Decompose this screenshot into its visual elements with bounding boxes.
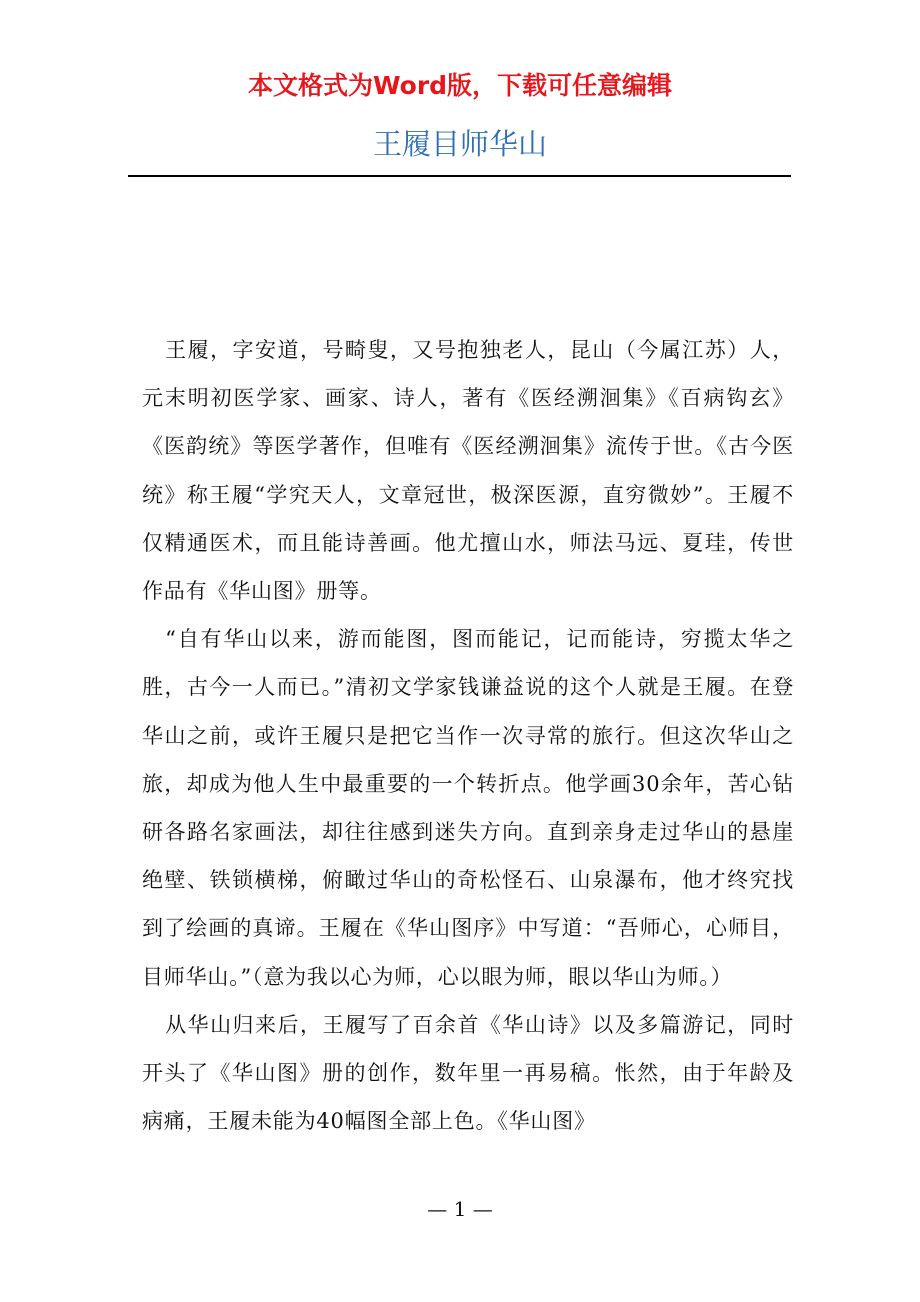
format-notice-banner: 本文格式为Word版，下载可任意编辑 — [247, 71, 673, 100]
document-title: 王履目师华山 — [372, 127, 547, 161]
paragraph-3: 从华山归来后，王履写了百余首《华山诗》以及多篇游记，同时开头了《华山图》册的创作，数年里一再易稿。怅然，由于年龄及病痛，王履未能为40幅图全部上色。《华山图》 — [142, 1012, 794, 1134]
page-number: — 1 — — [427, 1197, 493, 1221]
paragraph-1: 王履，字安道，号畸叟，又号抱独老人，昆山（今属江苏）人，元末明初医学家、画家、诗人，著有《医经溯洄集》《百病钩玄》《医韵统》等医学著作，但唯有《医经溯洄集》流传于世。《古今医统》称王履“学究天人，文章冠世，极深医源，直穷微妙”。王履不仅精通医术，而且能诗善画。他尤擅山水，师法马远、夏珪，传世作品有《华山图》册等。 — [142, 338, 794, 604]
paragraph-2: “自有华山以来，游而能图，图而能记，记而能诗，穷揽太华之胜，古今一人而已。”清初文学家钱谦益说的这个人就是王履。在登华山之前，或许王履只是把它当作一次寻常的旅行。但这次华山之旅，却成为他人生中最重要的一个转折点。他学画30余年，苦心钻研各路名家画法，却往往感到迷失方向。直到亲身走过华山的悬崖绝壁、铁锁横梯，俯瞰过华山的奇松怪石、山泉瀑布，他才终究找到了绘画的真谛。王履在《华山图序》中写道：“吾师心，心师目，目师华山。”（意为我以心为师，心以眼为师，眼以华山为师。） — [142, 627, 794, 989]
title-divider — [128, 175, 791, 177]
article-body — [142, 326, 794, 1145]
